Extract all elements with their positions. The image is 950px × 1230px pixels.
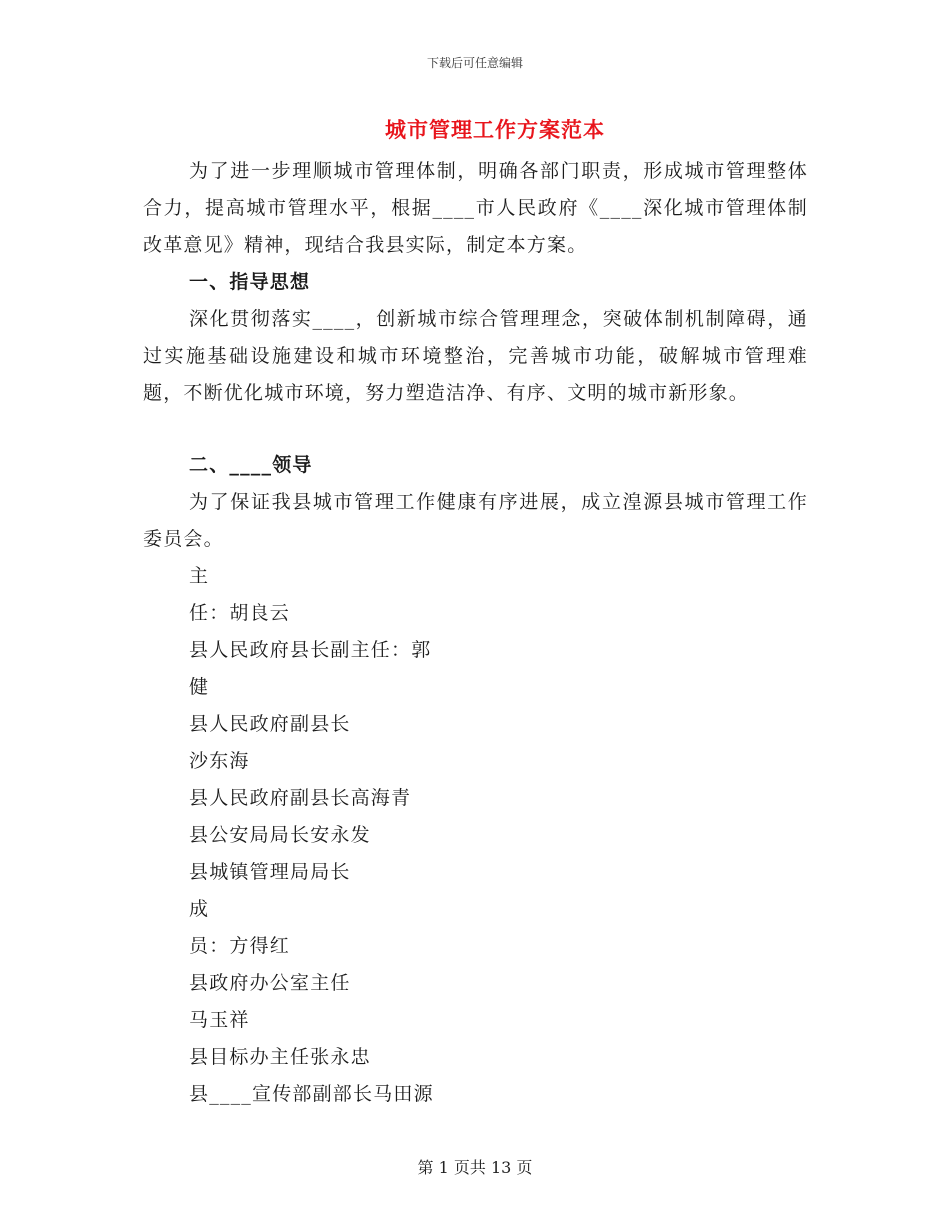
list-line: 马玉祥 [189, 1009, 250, 1031]
section-1-heading: 一、指导思想 [189, 271, 311, 293]
list-line: 员：方得红 [189, 935, 291, 957]
page-footer: 第 1 页共 13 页 [417, 1158, 533, 1177]
section-1-paragraph: 深化贯彻落实____，创新城市综合管理理念，突破体制机制障碍，通过实施基础设施建设和城市环境整治，完善城市功能，破解城市管理难题，不断优化城市环境，努力塑造洁净、有序、文明的城市新形象。 [143, 308, 808, 404]
list-line: 成 [189, 898, 210, 920]
list-line: 县人民政府副县长高海青 [189, 787, 412, 809]
list-line: 任：胡良云 [189, 602, 291, 624]
list-line: 主 [189, 565, 210, 587]
list-line: 县目标办主任张永忠 [189, 1046, 371, 1068]
list-line: 沙东海 [189, 750, 250, 772]
document-body [143, 153, 808, 412]
section-2-heading: 二、____领导 [189, 454, 313, 476]
committee-list [143, 558, 808, 1113]
document-body-2 [143, 447, 808, 1113]
list-line: 县公安局局长安永发 [189, 824, 371, 846]
list-line: 健 [189, 676, 210, 698]
list-line: 县政府办公室主任 [189, 972, 351, 994]
document-title: 城市管理工作方案范本 [385, 117, 605, 142]
section-2-paragraph: 为了保证我县城市管理工作健康有序进展，成立湟源县城市管理工作委员会。 [143, 491, 808, 550]
list-line: 县人民政府副县长 [189, 713, 351, 735]
list-line: 县人民政府县长副主任：郭 [189, 639, 432, 661]
list-line: 县____宣传部副部长马田源 [189, 1083, 434, 1105]
list-line: 县城镇管理局局长 [189, 861, 351, 883]
header-note: 下载后可任意编辑 [426, 56, 523, 70]
intro-paragraph: 为了进一步理顺城市管理体制，明确各部门职责，形成城市管理整体合力，提高城市管理水平，根据____市人民政府《____深化城市管理体制改革意见》精神，现结合我县实际，制定本方案。 [143, 160, 808, 256]
